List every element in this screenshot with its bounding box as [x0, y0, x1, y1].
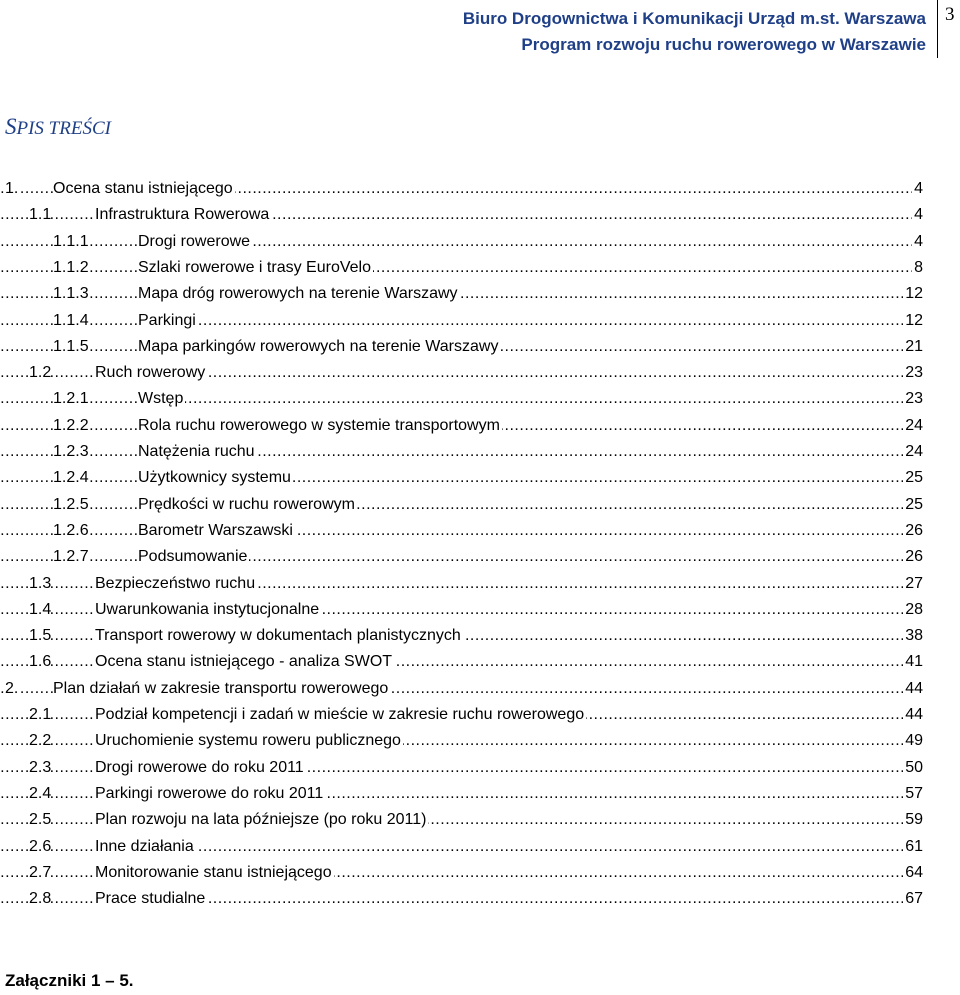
toc-entry-page: 23: [903, 386, 923, 412]
toc-entry-page: 44: [903, 702, 923, 728]
toc-entry-title: Barometr Warszawski: [138, 518, 295, 544]
page-header: [0, 0, 960, 60]
toc-entry[interactable]: [0, 807, 960, 833]
toc-entry-page: 12: [903, 281, 923, 307]
toc-entry[interactable]: [0, 202, 960, 228]
toc-entry-number: 1.6: [29, 649, 51, 675]
header-organization: Biuro Drogownictwa i Komunikacji Urząd m.st. Warszawa: [462, 9, 926, 28]
toc-entry-title: Uruchomienie systemu roweru publicznego: [95, 728, 403, 754]
toc-entry-title: Mapa dróg rowerowych na terenie Warszawy: [138, 281, 460, 307]
toc-entry-title: Parkingi rowerowe do roku 2011: [95, 781, 325, 807]
toc-entry-title: Szlaki rowerowe i trasy EuroVelo: [138, 255, 373, 281]
toc-entry[interactable]: [0, 255, 960, 281]
toc-entry[interactable]: [0, 728, 960, 754]
toc-entry[interactable]: [0, 360, 960, 386]
toc-entry-page: 49: [903, 728, 923, 754]
toc-entry[interactable]: [0, 281, 960, 307]
toc-entry-number: 1.1.5: [53, 334, 89, 360]
page-number: 3: [945, 4, 955, 25]
toc-entry-number: 2.: [5, 676, 18, 702]
toc-entry-page: 26: [903, 544, 923, 570]
toc-entry-number: 1.1.4: [53, 308, 89, 334]
toc-entry-title: Podsumowanie: [138, 544, 249, 570]
toc-entry-page: 38: [903, 623, 923, 649]
toc-heading: [5, 112, 111, 144]
toc-entry[interactable]: [0, 860, 960, 886]
toc-heading-rest: PIS TREŚCI: [16, 118, 111, 139]
toc-entry-title: Plan rozwoju na lata późniejsze (po roku 2011): [95, 807, 428, 833]
toc-entry[interactable]: [0, 492, 960, 518]
toc-entry[interactable]: [0, 676, 960, 702]
toc-entry-number: 1.1.2: [53, 255, 89, 281]
toc-entry-number: 2.3: [29, 755, 51, 781]
toc-heading-initial: S: [5, 114, 17, 139]
toc-entry-title: Transport rowerowy w dokumentach planistycznych: [95, 623, 463, 649]
toc-entry[interactable]: [0, 649, 960, 675]
toc-entry-title: Ocena stanu istniejącego - analiza SWOT: [95, 649, 394, 675]
toc-entry-number: 1.2.1: [53, 386, 89, 412]
toc-entry-title: Ruch rowerowy: [95, 360, 207, 386]
toc-entry-page: 24: [903, 439, 923, 465]
toc-entry[interactable]: [0, 755, 960, 781]
toc-entry[interactable]: [0, 176, 960, 202]
toc-entry-page: 59: [903, 807, 923, 833]
toc-entry-title: Rola ruchu rowerowego w systemie transportowym: [138, 413, 502, 439]
toc-entry[interactable]: [0, 834, 960, 860]
toc-entry[interactable]: [0, 781, 960, 807]
toc-entry[interactable]: [0, 439, 960, 465]
toc-entry-page: 23: [903, 360, 923, 386]
toc-entry-title: Użytkownicy systemu: [138, 465, 293, 491]
toc-entry-title: Mapa parkingów rowerowych na terenie Warszawy: [138, 334, 500, 360]
toc-entry-page: 67: [903, 886, 923, 912]
toc-entry[interactable]: [0, 308, 960, 334]
toc-entry-number: 1.2: [29, 360, 51, 386]
toc-entry-title: Inne działania: [95, 834, 196, 860]
toc-entry[interactable]: [0, 413, 960, 439]
toc-entry-number: 1.2.2: [53, 413, 89, 439]
toc-entry-title: Wstęp: [138, 386, 185, 412]
toc-entry-number: 2.1: [29, 702, 51, 728]
toc-entry-number: 1.1.3: [53, 281, 89, 307]
toc-entry-number: 2.7: [29, 860, 51, 886]
toc-entry-number: 2.8: [29, 886, 51, 912]
toc-entry-page: 25: [903, 465, 923, 491]
toc-entry[interactable]: [0, 571, 960, 597]
toc-entry-title: Drogi rowerowe: [138, 229, 252, 255]
toc-entry-page: 28: [903, 597, 923, 623]
header-text: [463, 6, 926, 58]
toc-entry-page: 4: [912, 229, 923, 255]
toc-entry[interactable]: [0, 465, 960, 491]
toc-entry-title: Prace studialne: [95, 886, 207, 912]
toc-entry-number: 1.1.1: [53, 229, 89, 255]
toc-entry-title: Podział kompetencji i zadań w mieście w zakresie ruchu rowerowego: [95, 702, 586, 728]
toc-entry-number: 2.2: [29, 728, 51, 754]
toc-entry-page: 4: [912, 176, 923, 202]
toc-entry-number: 1.5: [29, 623, 51, 649]
toc-entry-title: Plan działań w zakresie transportu rowerowego: [53, 676, 390, 702]
toc-entry-number: 2.5: [29, 807, 51, 833]
toc-entry-number: 1.2.5: [53, 492, 89, 518]
toc-entry-title: Parkingi: [138, 308, 198, 334]
toc-entry-page: 4: [912, 202, 923, 228]
toc-entry-number: 1.3: [29, 571, 51, 597]
toc-entry-title: Prędkości w ruchu rowerowym: [138, 492, 357, 518]
toc-entry-page: 25: [903, 492, 923, 518]
appendices-note: Załączniki 1 – 5.: [5, 971, 134, 990]
toc-entry[interactable]: [0, 518, 960, 544]
toc-entry-page: 12: [903, 308, 923, 334]
toc-entry[interactable]: [0, 623, 960, 649]
toc-entry-page: 41: [903, 649, 923, 675]
toc-entry[interactable]: [0, 597, 960, 623]
toc-entry-title: Uwarunkowania instytucjonalne: [95, 597, 321, 623]
toc-entry[interactable]: [0, 334, 960, 360]
toc-entry-number: 1.2.6: [53, 518, 89, 544]
toc-entry-number: 1.2.3: [53, 439, 89, 465]
toc-entry-page: 44: [903, 676, 923, 702]
toc-entry-page: 50: [903, 755, 923, 781]
toc-entry-page: 26: [903, 518, 923, 544]
toc-entry-title: Natężenia ruchu: [138, 439, 257, 465]
toc-entry-page: 64: [903, 860, 923, 886]
toc-entry-page: 61: [903, 834, 923, 860]
toc-entry-page: 21: [903, 334, 923, 360]
header-vertical-rule: [937, 0, 938, 58]
toc-entry-page: 8: [912, 255, 923, 281]
toc-entry[interactable]: [0, 702, 960, 728]
header-document-title: Program rozwoju ruchu rowerowego w Warszawie: [521, 35, 926, 54]
toc-entry-title: Drogi rowerowe do roku 2011: [95, 755, 306, 781]
toc-entry-number: 1.1: [29, 202, 51, 228]
toc-entry-number: 1.4: [29, 597, 51, 623]
toc-entry[interactable]: [0, 386, 960, 412]
toc-entry-page: 57: [903, 781, 923, 807]
toc-entry-title: Monitorowanie stanu istniejącego: [95, 860, 334, 886]
toc-entry-number: 1.2.4: [53, 465, 89, 491]
toc-entry-number: 2.4: [29, 781, 51, 807]
toc-entry[interactable]: [0, 544, 960, 570]
toc-entry-number: 2.6: [29, 834, 51, 860]
toc-entry-page: 27: [903, 571, 923, 597]
toc-entry-number: 1.2.7: [53, 544, 89, 570]
toc-entry-title: Ocena stanu istniejącego: [53, 176, 235, 202]
toc-entry[interactable]: [0, 229, 960, 255]
toc-entry-page: 24: [903, 413, 923, 439]
toc-entry-title: Infrastruktura Rowerowa: [95, 202, 271, 228]
toc-entry[interactable]: [0, 886, 960, 912]
toc-entry-number: 1.: [5, 176, 18, 202]
toc-entry-title: Bezpieczeństwo ruchu: [95, 571, 257, 597]
